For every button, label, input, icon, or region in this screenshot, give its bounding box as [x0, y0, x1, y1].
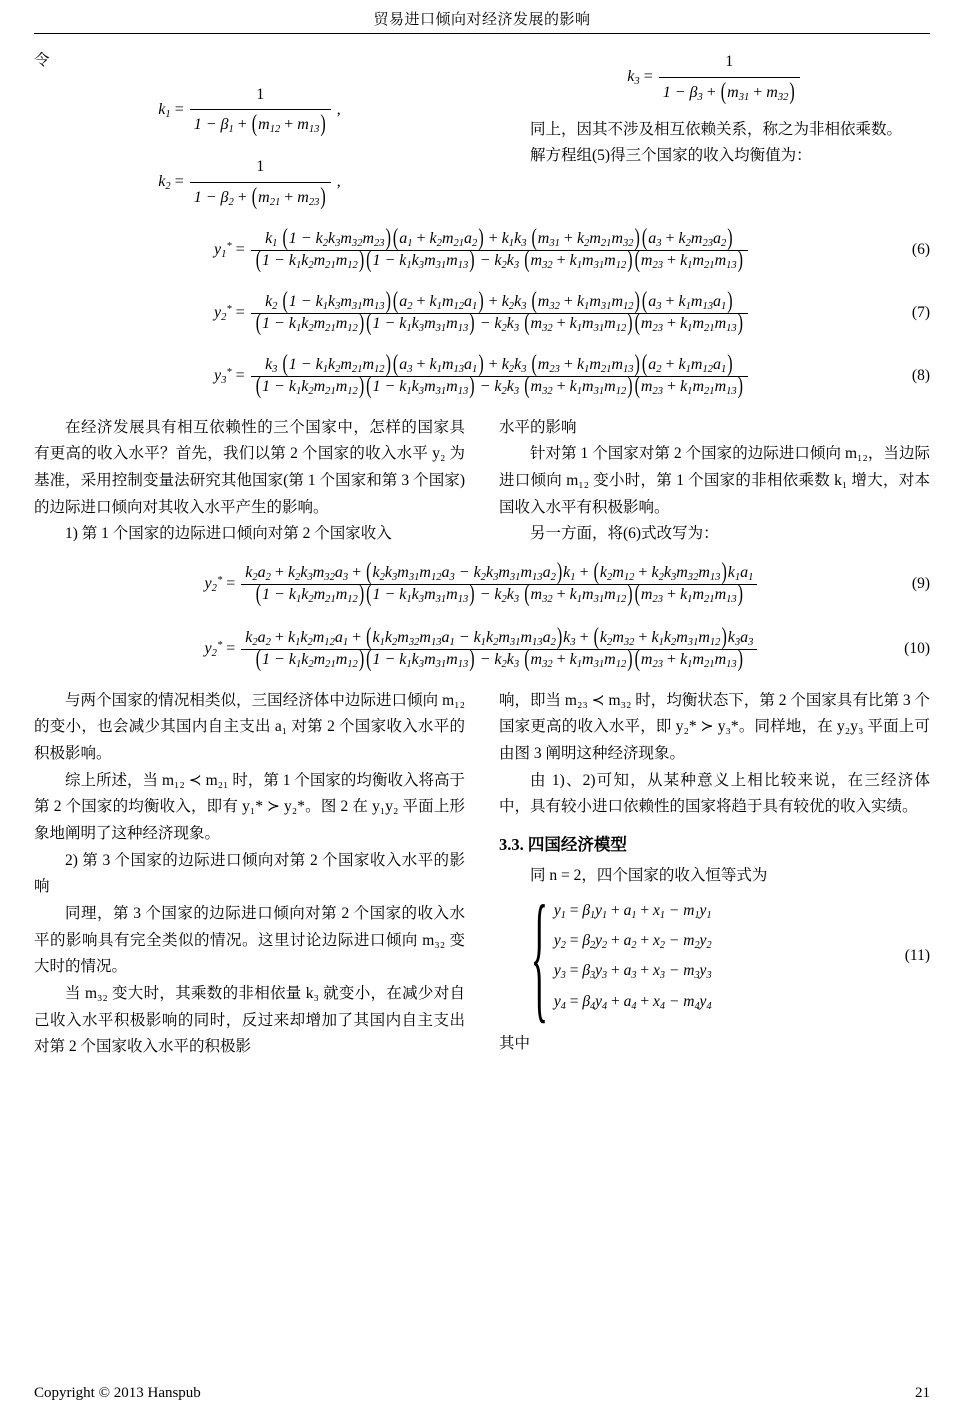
left-column-middle [34, 415, 465, 548]
system-line-2: $y_2 = \beta_2y_2 + a_2 + x_2 - m_2y_2$ [553, 932, 712, 952]
para-summary: 综上所述，当 m₁₂ ≺ m₂₁ 时，第 1 个国家的均衡收入将高于第 2 个国家的均衡收入，即有 y₁* ≻ y₂*。图 2 在 y₁y₂ 平面上形象地阐明了这种经济现象。 [34, 771, 465, 842]
para-similar-two-countries: 与两个国家的情况相类似，三国经济体中边际进口倾向 m₁₂ 的变小，也会减少其国内自主支出 a₁ 对第 2 个国家收入水平的积极影响。 [34, 691, 465, 763]
bottom-columns [34, 688, 930, 1061]
para-m32-larger: 当 m₃₂ 变大时，其乘数的非相依量 k₃ 就变小，在减少对自己收入水平积极影响的同时，反过来却增加了其国内自主支出对第 2 个国家收入水平的积极影 [34, 984, 465, 1056]
equation-11-row [499, 877, 930, 1036]
equation-10-row: $y_2^*$ = $k_2a_2 + k_1k_2m_{12}a_1 + (k_1k_2m_{32}m_{13}a_1 - k_1k_2m_{31}m_{13}a_2)k_3 + (k_2m_{32} + k_1k_2m_{31}m_{12})k_3a_3$ $(1 - k_1k_2m_{21}m_{12})$ $(1 - k_1k_3m_{31}m_{13}) - k_2k_3$ $(m_{32} + k_1m_{31}m_{12}) (m_{23} + k_1m_{21}m_{13})$ (10) [204, 624, 930, 672]
right-column-bottom [499, 688, 930, 1061]
para-three-countries: 在经济发展具有相互依赖性的三个国家中，怎样的国家具有更高的收入水平？首先，我们以第 2 个国家的收入水平 y₂ 为基准，采用控制变量法研究其他国家(第 1 个国家和第 3 个国家)的边际进口倾向对其收入水平产生的影响。 [34, 418, 465, 516]
para-level-effect: 水平的影响 [499, 418, 577, 436]
para-tongshang: 同上，因其不涉及相互依赖关系，称之为非相依乘数。 [530, 120, 903, 138]
equation-8-row: $y_3^*$ = $k_3$ $(1 - k_1k_2m_{21}m_{12})$ $(a_3 + k_1m_{13}a_1) + k_2k_3$ $(m_{23} + k_1m_{21}m_{13}) (a_2 + k_1m_{12}a_1)$ $(1 - k_1k_2m_{21}m_{12})$ $(1 - k_1k_3m_{31}m_{13}) - k_2k_3$ $(m_{32} + k_1m_{31}m_{12}) (m_{23} + k_1m_{21}m_{13})$ (8) [214, 351, 930, 399]
equations-6-7-8 [34, 225, 930, 399]
para-rewrite-eq6: 另一方面，将(6)式改写为： [530, 525, 719, 543]
equation-9-number: (9) [911, 575, 930, 593]
equation-7-row: $y_2^*$ = $k_2$ $(1 - k_1k_3m_{31}m_{13})$ $(a_2 + k_1m_{12}a_1) + k_2k_3$ $(m_{32} + k_1m_{31}m_{12}) (a_3 + k_1m_{13}a_1)$ $(1 - k_1k_2m_{21}m_{12})$ $(1 - k_1k_3m_{31}m_{13}) - k_2k_3$ $(m_{32} + k_1m_{31}m_{12}) (m_{23} + k_1m_{21}m_{13})$ (7) [214, 288, 930, 336]
equation-6-number: (6) [911, 241, 930, 259]
equation-9-row: $y_2^*$ = $k_2a_2 + k_2k_3m_{32}a_3 + (k_2k_3m_{31}m_{12}a_3 - k_2k_3m_{31}m_{13}a_2)k_1 + (k_2m_{12} + k_2k_3m_{32}m_{13})k_1a_1$ $(1 - k_1k_2m_{21}m_{12})$ $(1 - k_1k_3m_{31}m_{13}) - k_2k_3$ $(m_{32} + k_1m_{31}m_{12}) (m_{23} + k_1m_{21}m_{13})$ (9) [204, 559, 930, 607]
para-qizhong: 其中 [499, 1034, 531, 1052]
equation-6-row: $y_1^*$ = $k_1$ $(1 - k_2k_3m_{32}m_{23})$ $(a_1 + k_2m_{21}a_2) + k_1k_3$ $(m_{31} + k_2m_{21}m_{32}) (a_3 + k_2m_{23}a_2)$ $(1 - k_1k_2m_{21}m_{12})$ $(1 - k_1k_3m_{31}m_{13}) - k_2k_3$ $(m_{32} + k_1m_{31}m_{12}) (m_{23} + k_1m_{21}m_{13})$ (6) [214, 225, 930, 273]
system-brace: { [530, 877, 549, 1036]
equation-7-number: (7) [911, 304, 930, 322]
system-line-4: $y_4 = \beta_4y_4 + a_4 + x_4 - m_4y_4$ [553, 992, 712, 1012]
para-similar-case: 同理，第 3 个国家的边际进口倾向对第 2 个国家的收入水平的影响具有完全类似的情况。这里讨论边际进口倾向 m₃₂ 变大时的情况。 [34, 904, 465, 976]
top-columns [34, 48, 930, 212]
system-line-3: $y_3 = \beta_3y_3 + a_3 + x_3 - m_3y_3$ [553, 962, 712, 982]
equations-9-10 [34, 559, 930, 672]
para-item-2: 2) 第 3 个国家的边际进口倾向对第 2 个国家收入水平的影响 [34, 851, 465, 896]
para-effect-continued: 响，即当 m₂₃ ≺ m₃₂ 时，均衡状态下，第 2 个国家具有比第 3 个国家更高的收入水平，即 y₂* ≻ y₃*。同样地，在 y₂y₃ 平面上可由图 3 阐明这种经济现象。 [499, 691, 930, 763]
system-line-1: $y_1 = \beta_1y_1 + a_1 + x_1 - m_1y_1$ [553, 902, 712, 921]
equation-11-number: (11) [904, 947, 930, 965]
equation-k1: $k_1$ = $\frac{1}{1 - \beta_1 + (m_{12} + m_{13})}$ , [158, 85, 341, 138]
section-intro-text: 同 n = 2，四个国家的收入恒等式为 [530, 867, 768, 885]
section-title-3-3: 3.3. 四国经济模型 [499, 835, 627, 854]
system-equations [554, 896, 712, 1017]
copyright-text: Copyright © 2013 Hanspub [34, 1385, 201, 1401]
page-footer [34, 1385, 930, 1402]
para-marginal-propensity: 针对第 1 个国家对第 2 个国家的边际进口倾向 m₁₂，当边际进口倾向 m₁₂ 变小时，第 1 个国家的非相依乘数 k₁ 增大，对本国收入水平有积极影响。 [499, 445, 930, 516]
equation-10-number: (10) [904, 640, 930, 658]
para-section-intro [499, 863, 930, 890]
para-item-1: 1) 第 1 个国家的边际进口倾向对第 2 个国家收入 [65, 525, 392, 543]
running-head: 贸易进口倾向对经济发展的影响 [373, 12, 591, 28]
para-solve-system: 解方程组(5)得三个国家的收入均衡值为： [530, 147, 812, 165]
left-column-bottom [34, 688, 465, 1061]
ling-label: 令 [34, 52, 50, 69]
equation-8-number: (8) [911, 367, 930, 385]
page-number: 21 [915, 1385, 930, 1401]
equation-k2: $k_2$ = $\frac{1}{1 - \beta_2 + (m_{21} + m_{23})}$ , [158, 158, 341, 210]
header-rule [34, 33, 930, 34]
equation-k3: $k_3$ = $\frac{1}{1 - \beta_3 + (m_{31} + m_{32})}$ [499, 48, 930, 107]
middle-columns [34, 415, 930, 548]
right-column-middle [499, 415, 930, 548]
left-column-top [34, 48, 465, 212]
para-conclusion: 由 1)、2)可知，从某种意义上相比较来说，在三经济体中，具有较小进口依赖性的国家将趋于具有较优的收入实绩。 [499, 771, 930, 816]
right-column-top [499, 48, 930, 212]
